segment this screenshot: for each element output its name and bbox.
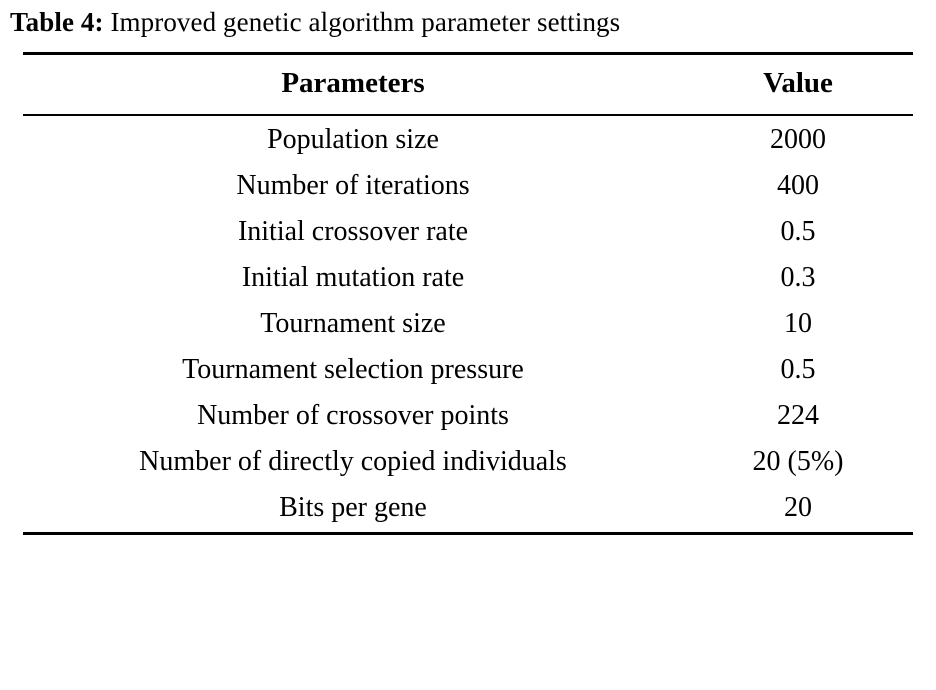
table-row [23, 347, 913, 393]
table-row [23, 485, 913, 534]
parameter-settings-table [23, 52, 913, 535]
table-row [23, 439, 913, 485]
cell-parameter: Initial mutation rate [241, 261, 465, 293]
table-caption-text: Improved genetic algorithm parameter settings [110, 7, 621, 37]
cell-value: 0.5 [780, 354, 816, 386]
cell-parameter: Tournament size [260, 308, 446, 340]
table-header-row [23, 54, 913, 116]
table-row [23, 115, 913, 162]
cell-value: 2000 [770, 123, 826, 155]
cell-parameter: Initial crossover rate [237, 215, 469, 247]
cell-value: 0.5 [780, 215, 816, 247]
cell-parameter: Number of iterations [236, 169, 470, 201]
column-header-value: Value [683, 54, 913, 116]
table-caption-label: Table 4: [10, 7, 104, 37]
cell-value: 20 (5%) [752, 446, 844, 478]
cell-value: 10 [784, 308, 812, 340]
cell-parameter: Population size [267, 123, 439, 155]
cell-parameter: Tournament selection pressure [182, 354, 524, 386]
table-row [23, 301, 913, 347]
table-row [23, 393, 913, 439]
table-row [23, 208, 913, 254]
cell-value: 400 [777, 169, 819, 201]
table-row [23, 162, 913, 208]
table-body [23, 115, 913, 533]
cell-value: 0.3 [780, 261, 816, 293]
cell-parameter: Bits per gene [23, 485, 683, 534]
table-row [23, 254, 913, 300]
cell-parameter: Number of crossover points [197, 400, 509, 432]
cell-value: 224 [777, 400, 819, 432]
table-caption [10, 6, 928, 38]
cell-value: 20 [683, 485, 913, 534]
column-header-parameters: Parameters [23, 54, 683, 116]
table-header [23, 54, 913, 116]
cell-parameter: Number of directly copied individuals [139, 446, 567, 478]
